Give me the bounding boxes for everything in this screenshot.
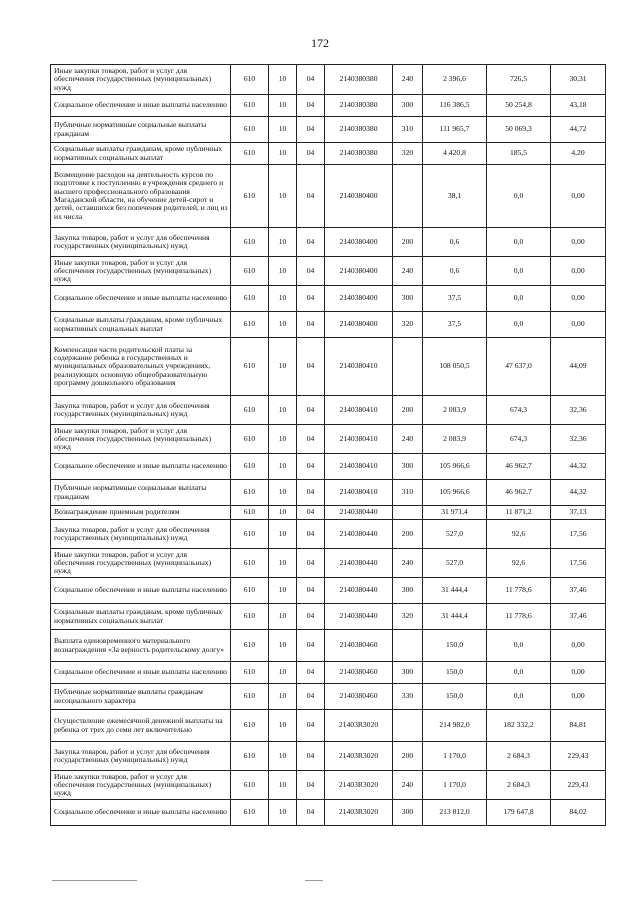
subsection-code-cell: 04 bbox=[297, 742, 325, 771]
execution-percent-cell: 37,46 bbox=[551, 604, 606, 630]
executed-amount-cell: 0,0 bbox=[487, 286, 551, 312]
executed-amount-cell: 47 637,0 bbox=[487, 338, 551, 396]
section-code-cell: 10 bbox=[269, 684, 297, 710]
row-name-cell: Закупка товаров, работ и услуг для обеспечения государственных (муниципальных) нужд bbox=[51, 742, 231, 771]
section-code-cell: 10 bbox=[269, 228, 297, 257]
ministry-code-cell: 610 bbox=[231, 549, 269, 578]
execution-percent-cell: 44,09 bbox=[551, 338, 606, 396]
table-row bbox=[51, 454, 606, 480]
expense-type-cell: 300 bbox=[393, 578, 423, 604]
target-article-cell: 21403R3020 bbox=[325, 800, 393, 826]
subsection-code-cell: 04 bbox=[297, 771, 325, 800]
execution-percent-cell: 17,56 bbox=[551, 520, 606, 549]
expense-type-cell: 200 bbox=[393, 742, 423, 771]
executed-amount-cell: 185,5 bbox=[487, 143, 551, 165]
target-article-cell: 2140380440 bbox=[325, 520, 393, 549]
table-row bbox=[51, 578, 606, 604]
executed-amount-cell: 674,3 bbox=[487, 425, 551, 454]
executed-amount-cell: 92,6 bbox=[487, 520, 551, 549]
subsection-code-cell: 04 bbox=[297, 480, 325, 506]
budget-table bbox=[50, 64, 606, 826]
executed-amount-cell: 11 778,6 bbox=[487, 604, 551, 630]
ministry-code-cell: 610 bbox=[231, 228, 269, 257]
ministry-code-cell: 610 bbox=[231, 710, 269, 742]
table-row bbox=[51, 143, 606, 165]
subsection-code-cell: 04 bbox=[297, 257, 325, 286]
section-code-cell: 10 bbox=[269, 286, 297, 312]
expense-type-cell bbox=[393, 506, 423, 520]
section-code-cell: 10 bbox=[269, 549, 297, 578]
expense-type-cell bbox=[393, 630, 423, 662]
target-article-cell: 21403R3020 bbox=[325, 710, 393, 742]
ministry-code-cell: 610 bbox=[231, 480, 269, 506]
planned-amount-cell: 37,5 bbox=[423, 286, 487, 312]
section-code-cell: 10 bbox=[269, 506, 297, 520]
section-code-cell: 10 bbox=[269, 662, 297, 684]
table-row bbox=[51, 480, 606, 506]
table-row bbox=[51, 742, 606, 771]
table-row bbox=[51, 604, 606, 630]
table-row bbox=[51, 312, 606, 338]
row-name-cell: Возмещение расходов на деятельность курсов по подготовке к поступлению в учреждения среднего и высшего профессионального образования Магаданской области, на обучение детей-сирот и детей, оставшихся без попечения родителей, и лиц из их числа bbox=[51, 165, 231, 228]
table-row bbox=[51, 520, 606, 549]
table-row bbox=[51, 662, 606, 684]
subsection-code-cell: 04 bbox=[297, 604, 325, 630]
ministry-code-cell: 610 bbox=[231, 506, 269, 520]
ministry-code-cell: 610 bbox=[231, 338, 269, 396]
subsection-code-cell: 04 bbox=[297, 312, 325, 338]
row-name-cell: Иные закупки товаров, работ и услуг для обеспечения государственных (муниципальных) нужд bbox=[51, 65, 231, 95]
planned-amount-cell: 38,1 bbox=[423, 165, 487, 228]
ministry-code-cell: 610 bbox=[231, 165, 269, 228]
execution-percent-cell: 0,00 bbox=[551, 165, 606, 228]
expense-type-cell: 240 bbox=[393, 65, 423, 95]
ministry-code-cell: 610 bbox=[231, 117, 269, 143]
table-row bbox=[51, 684, 606, 710]
table-row bbox=[51, 228, 606, 257]
row-name-cell: Социальные выплаты гражданам, кроме публичных нормативных социальных выплат bbox=[51, 604, 231, 630]
expense-type-cell: 300 bbox=[393, 286, 423, 312]
target-article-cell: 2140380460 bbox=[325, 684, 393, 710]
table-row bbox=[51, 65, 606, 95]
ministry-code-cell: 610 bbox=[231, 604, 269, 630]
row-name-cell: Социальное обеспечение и иные выплаты населению bbox=[51, 800, 231, 826]
table-row bbox=[51, 257, 606, 286]
subsection-code-cell: 04 bbox=[297, 454, 325, 480]
section-code-cell: 10 bbox=[269, 117, 297, 143]
ministry-code-cell: 610 bbox=[231, 684, 269, 710]
executed-amount-cell: 2 684,3 bbox=[487, 742, 551, 771]
execution-percent-cell: 44,32 bbox=[551, 454, 606, 480]
section-code-cell: 10 bbox=[269, 520, 297, 549]
ministry-code-cell: 610 bbox=[231, 800, 269, 826]
table-body bbox=[51, 65, 606, 826]
section-code-cell: 10 bbox=[269, 800, 297, 826]
subsection-code-cell: 04 bbox=[297, 228, 325, 257]
subsection-code-cell: 04 bbox=[297, 396, 325, 425]
planned-amount-cell: 111 965,7 bbox=[423, 117, 487, 143]
table-row bbox=[51, 396, 606, 425]
section-code-cell: 10 bbox=[269, 578, 297, 604]
subsection-code-cell: 04 bbox=[297, 710, 325, 742]
executed-amount-cell: 0,0 bbox=[487, 257, 551, 286]
target-article-cell: 2140380460 bbox=[325, 662, 393, 684]
ministry-code-cell: 610 bbox=[231, 454, 269, 480]
subsection-code-cell: 04 bbox=[297, 338, 325, 396]
row-name-cell: Иные закупки товаров, работ и услуг для обеспечения государственных (муниципальных) нужд bbox=[51, 425, 231, 454]
planned-amount-cell: 2 396,6 bbox=[423, 65, 487, 95]
subsection-code-cell: 04 bbox=[297, 520, 325, 549]
expense-type-cell: 320 bbox=[393, 143, 423, 165]
target-article-cell: 2140380410 bbox=[325, 338, 393, 396]
execution-percent-cell: 0,00 bbox=[551, 662, 606, 684]
table-row bbox=[51, 800, 606, 826]
ministry-code-cell: 610 bbox=[231, 95, 269, 117]
planned-amount-cell: 4 420,8 bbox=[423, 143, 487, 165]
section-code-cell: 10 bbox=[269, 604, 297, 630]
target-article-cell: 2140380400 bbox=[325, 165, 393, 228]
target-article-cell: 2140380380 bbox=[325, 95, 393, 117]
planned-amount-cell: 1 170,0 bbox=[423, 742, 487, 771]
expense-type-cell: 330 bbox=[393, 684, 423, 710]
row-name-cell: Социальное обеспечение и иные выплаты населению bbox=[51, 95, 231, 117]
execution-percent-cell: 229,43 bbox=[551, 771, 606, 800]
executed-amount-cell: 50 069,3 bbox=[487, 117, 551, 143]
table-row bbox=[51, 630, 606, 662]
row-name-cell: Иные закупки товаров, работ и услуг для обеспечения государственных (муниципальных) нужд bbox=[51, 257, 231, 286]
executed-amount-cell: 46 962,7 bbox=[487, 480, 551, 506]
planned-amount-cell: 1 170,0 bbox=[423, 771, 487, 800]
subsection-code-cell: 04 bbox=[297, 578, 325, 604]
target-article-cell: 2140380440 bbox=[325, 549, 393, 578]
footer-mark bbox=[305, 880, 323, 881]
execution-percent-cell: 44,32 bbox=[551, 480, 606, 506]
subsection-code-cell: 04 bbox=[297, 95, 325, 117]
target-article-cell: 21403R3020 bbox=[325, 742, 393, 771]
target-article-cell: 2140380400 bbox=[325, 257, 393, 286]
planned-amount-cell: 2 083,9 bbox=[423, 425, 487, 454]
subsection-code-cell: 04 bbox=[297, 506, 325, 520]
expense-type-cell: 240 bbox=[393, 549, 423, 578]
table-row bbox=[51, 425, 606, 454]
executed-amount-cell: 0,0 bbox=[487, 228, 551, 257]
table-row bbox=[51, 549, 606, 578]
subsection-code-cell: 04 bbox=[297, 425, 325, 454]
table-row bbox=[51, 286, 606, 312]
expense-type-cell: 240 bbox=[393, 257, 423, 286]
execution-percent-cell: 84,81 bbox=[551, 710, 606, 742]
table-row bbox=[51, 117, 606, 143]
target-article-cell: 2140380440 bbox=[325, 578, 393, 604]
expense-type-cell bbox=[393, 338, 423, 396]
execution-percent-cell: 0,00 bbox=[551, 684, 606, 710]
target-article-cell: 21403R3020 bbox=[325, 771, 393, 800]
row-name-cell: Социальное обеспечение и иные выплаты населению bbox=[51, 578, 231, 604]
execution-percent-cell: 17,56 bbox=[551, 549, 606, 578]
execution-percent-cell: 84,02 bbox=[551, 800, 606, 826]
subsection-code-cell: 04 bbox=[297, 65, 325, 95]
execution-percent-cell: 37,13 bbox=[551, 506, 606, 520]
row-name-cell: Иные закупки товаров, работ и услуг для обеспечения государственных (муниципальных) нужд bbox=[51, 549, 231, 578]
executed-amount-cell: 0,0 bbox=[487, 662, 551, 684]
table-row bbox=[51, 338, 606, 396]
row-name-cell: Социальное обеспечение и иные выплаты населению bbox=[51, 454, 231, 480]
table-row bbox=[51, 506, 606, 520]
target-article-cell: 2140380410 bbox=[325, 480, 393, 506]
ministry-code-cell: 610 bbox=[231, 143, 269, 165]
ministry-code-cell: 610 bbox=[231, 257, 269, 286]
planned-amount-cell: 214 982,0 bbox=[423, 710, 487, 742]
section-code-cell: 10 bbox=[269, 65, 297, 95]
ministry-code-cell: 610 bbox=[231, 286, 269, 312]
planned-amount-cell: 527,0 bbox=[423, 549, 487, 578]
expense-type-cell: 240 bbox=[393, 425, 423, 454]
executed-amount-cell: 0,0 bbox=[487, 165, 551, 228]
execution-percent-cell: 30,31 bbox=[551, 65, 606, 95]
section-code-cell: 10 bbox=[269, 771, 297, 800]
executed-amount-cell: 0,0 bbox=[487, 312, 551, 338]
row-name-cell: Социальные выплаты гражданам, кроме публичных нормативных социальных выплат bbox=[51, 143, 231, 165]
target-article-cell: 2140380460 bbox=[325, 630, 393, 662]
planned-amount-cell: 150,0 bbox=[423, 662, 487, 684]
expense-type-cell: 300 bbox=[393, 454, 423, 480]
executed-amount-cell: 46 962,7 bbox=[487, 454, 551, 480]
target-article-cell: 2140380380 bbox=[325, 65, 393, 95]
subsection-code-cell: 04 bbox=[297, 662, 325, 684]
execution-percent-cell: 43,18 bbox=[551, 95, 606, 117]
target-article-cell: 2140380400 bbox=[325, 312, 393, 338]
target-article-cell: 2140380400 bbox=[325, 286, 393, 312]
execution-percent-cell: 0,00 bbox=[551, 228, 606, 257]
expense-type-cell: 300 bbox=[393, 662, 423, 684]
ministry-code-cell: 610 bbox=[231, 662, 269, 684]
section-code-cell: 10 bbox=[269, 480, 297, 506]
subsection-code-cell: 04 bbox=[297, 549, 325, 578]
subsection-code-cell: 04 bbox=[297, 143, 325, 165]
section-code-cell: 10 bbox=[269, 257, 297, 286]
executed-amount-cell: 0,0 bbox=[487, 684, 551, 710]
row-name-cell: Закупка товаров, работ и услуг для обеспечения государственных (муниципальных) нужд bbox=[51, 520, 231, 549]
row-name-cell: Публичные нормативные социальные выплаты гражданам bbox=[51, 117, 231, 143]
page-number: 172 bbox=[311, 36, 329, 50]
section-code-cell: 10 bbox=[269, 396, 297, 425]
row-name-cell: Вознаграждение приемным родителям bbox=[51, 506, 231, 520]
row-name-cell: Публичные нормативные выплаты гражданам несоциального характера bbox=[51, 684, 231, 710]
ministry-code-cell: 610 bbox=[231, 425, 269, 454]
row-name-cell: Закупка товаров, работ и услуг для обеспечения государственных (муниципальных) нужд bbox=[51, 228, 231, 257]
executed-amount-cell: 0,0 bbox=[487, 630, 551, 662]
section-code-cell: 10 bbox=[269, 95, 297, 117]
ministry-code-cell: 610 bbox=[231, 520, 269, 549]
table-row bbox=[51, 95, 606, 117]
execution-percent-cell: 44,72 bbox=[551, 117, 606, 143]
planned-amount-cell: 150,0 bbox=[423, 630, 487, 662]
execution-percent-cell: 0,00 bbox=[551, 312, 606, 338]
executed-amount-cell: 179 647,8 bbox=[487, 800, 551, 826]
execution-percent-cell: 0,00 bbox=[551, 286, 606, 312]
planned-amount-cell: 150,0 bbox=[423, 684, 487, 710]
row-name-cell: Закупка товаров, работ и услуг для обеспечения государственных (муниципальных) нужд bbox=[51, 396, 231, 425]
planned-amount-cell: 527,0 bbox=[423, 520, 487, 549]
table-row bbox=[51, 165, 606, 228]
row-name-cell: Социальные выплаты гражданам, кроме публичных нормативных социальных выплат bbox=[51, 312, 231, 338]
ministry-code-cell: 610 bbox=[231, 630, 269, 662]
planned-amount-cell: 105 966,6 bbox=[423, 480, 487, 506]
expense-type-cell: 320 bbox=[393, 312, 423, 338]
table-row bbox=[51, 710, 606, 742]
executed-amount-cell: 2 684,3 bbox=[487, 771, 551, 800]
planned-amount-cell: 31 444,4 bbox=[423, 578, 487, 604]
planned-amount-cell: 0,6 bbox=[423, 257, 487, 286]
executed-amount-cell: 674,3 bbox=[487, 396, 551, 425]
execution-percent-cell: 0,00 bbox=[551, 257, 606, 286]
execution-percent-cell: 4,20 bbox=[551, 143, 606, 165]
executed-amount-cell: 182 332,2 bbox=[487, 710, 551, 742]
expense-type-cell: 310 bbox=[393, 480, 423, 506]
subsection-code-cell: 04 bbox=[297, 117, 325, 143]
section-code-cell: 10 bbox=[269, 454, 297, 480]
row-name-cell: Публичные нормативные социальные выплаты гражданам bbox=[51, 480, 231, 506]
target-article-cell: 2140380410 bbox=[325, 425, 393, 454]
expense-type-cell: 300 bbox=[393, 95, 423, 117]
expense-type-cell: 200 bbox=[393, 228, 423, 257]
planned-amount-cell: 116 386,5 bbox=[423, 95, 487, 117]
execution-percent-cell: 32,36 bbox=[551, 425, 606, 454]
row-name-cell: Осуществление ежемесячной денежной выплаты на ребенка от трех до семи лет включительно bbox=[51, 710, 231, 742]
expense-type-cell: 200 bbox=[393, 396, 423, 425]
section-code-cell: 10 bbox=[269, 143, 297, 165]
planned-amount-cell: 31 971,4 bbox=[423, 506, 487, 520]
ministry-code-cell: 610 bbox=[231, 396, 269, 425]
execution-percent-cell: 37,46 bbox=[551, 578, 606, 604]
target-article-cell: 2140380440 bbox=[325, 604, 393, 630]
target-article-cell: 2140380440 bbox=[325, 506, 393, 520]
section-code-cell: 10 bbox=[269, 338, 297, 396]
expense-type-cell: 320 bbox=[393, 604, 423, 630]
section-code-cell: 10 bbox=[269, 710, 297, 742]
row-name-cell: Компенсация части родительской платы за содержание ребенка в государственных и муниципальных образовательных учреждениях, реализующих основную общеобразовательную программу дошкольного образования bbox=[51, 338, 231, 396]
expense-type-cell: 240 bbox=[393, 771, 423, 800]
expense-type-cell bbox=[393, 710, 423, 742]
ministry-code-cell: 610 bbox=[231, 578, 269, 604]
planned-amount-cell: 37,5 bbox=[423, 312, 487, 338]
section-code-cell: 10 bbox=[269, 425, 297, 454]
subsection-code-cell: 04 bbox=[297, 800, 325, 826]
expense-type-cell: 310 bbox=[393, 117, 423, 143]
target-article-cell: 2140380400 bbox=[325, 228, 393, 257]
ministry-code-cell: 610 bbox=[231, 65, 269, 95]
execution-percent-cell: 229,43 bbox=[551, 742, 606, 771]
executed-amount-cell: 726,5 bbox=[487, 65, 551, 95]
planned-amount-cell: 31 444,4 bbox=[423, 604, 487, 630]
ministry-code-cell: 610 bbox=[231, 312, 269, 338]
executed-amount-cell: 92,6 bbox=[487, 549, 551, 578]
target-article-cell: 2140380410 bbox=[325, 396, 393, 425]
subsection-code-cell: 04 bbox=[297, 684, 325, 710]
section-code-cell: 10 bbox=[269, 312, 297, 338]
executed-amount-cell: 11 778,6 bbox=[487, 578, 551, 604]
expense-type-cell bbox=[393, 165, 423, 228]
target-article-cell: 2140380410 bbox=[325, 454, 393, 480]
section-code-cell: 10 bbox=[269, 742, 297, 771]
row-name-cell: Социальное обеспечение и иные выплаты населению bbox=[51, 662, 231, 684]
executed-amount-cell: 11 871,2 bbox=[487, 506, 551, 520]
table-row bbox=[51, 771, 606, 800]
row-name-cell: Выплата единовременного материального вознаграждения «За верность родительскому долгу» bbox=[51, 630, 231, 662]
ministry-code-cell: 610 bbox=[231, 771, 269, 800]
execution-percent-cell: 32,36 bbox=[551, 396, 606, 425]
planned-amount-cell: 105 966,6 bbox=[423, 454, 487, 480]
expense-type-cell: 300 bbox=[393, 800, 423, 826]
planned-amount-cell: 2 083,9 bbox=[423, 396, 487, 425]
target-article-cell: 2140380380 bbox=[325, 117, 393, 143]
subsection-code-cell: 04 bbox=[297, 630, 325, 662]
subsection-code-cell: 04 bbox=[297, 165, 325, 228]
subsection-code-cell: 04 bbox=[297, 286, 325, 312]
target-article-cell: 2140380380 bbox=[325, 143, 393, 165]
footer-rule bbox=[52, 880, 137, 881]
expense-type-cell: 200 bbox=[393, 520, 423, 549]
row-name-cell: Социальное обеспечение и иные выплаты населению bbox=[51, 286, 231, 312]
planned-amount-cell: 213 812,0 bbox=[423, 800, 487, 826]
executed-amount-cell: 50 254,8 bbox=[487, 95, 551, 117]
section-code-cell: 10 bbox=[269, 165, 297, 228]
planned-amount-cell: 108 050,5 bbox=[423, 338, 487, 396]
row-name-cell: Иные закупки товаров, работ и услуг для обеспечения государственных (муниципальных) нужд bbox=[51, 771, 231, 800]
execution-percent-cell: 0,00 bbox=[551, 630, 606, 662]
planned-amount-cell: 0,6 bbox=[423, 228, 487, 257]
ministry-code-cell: 610 bbox=[231, 742, 269, 771]
section-code-cell: 10 bbox=[269, 630, 297, 662]
